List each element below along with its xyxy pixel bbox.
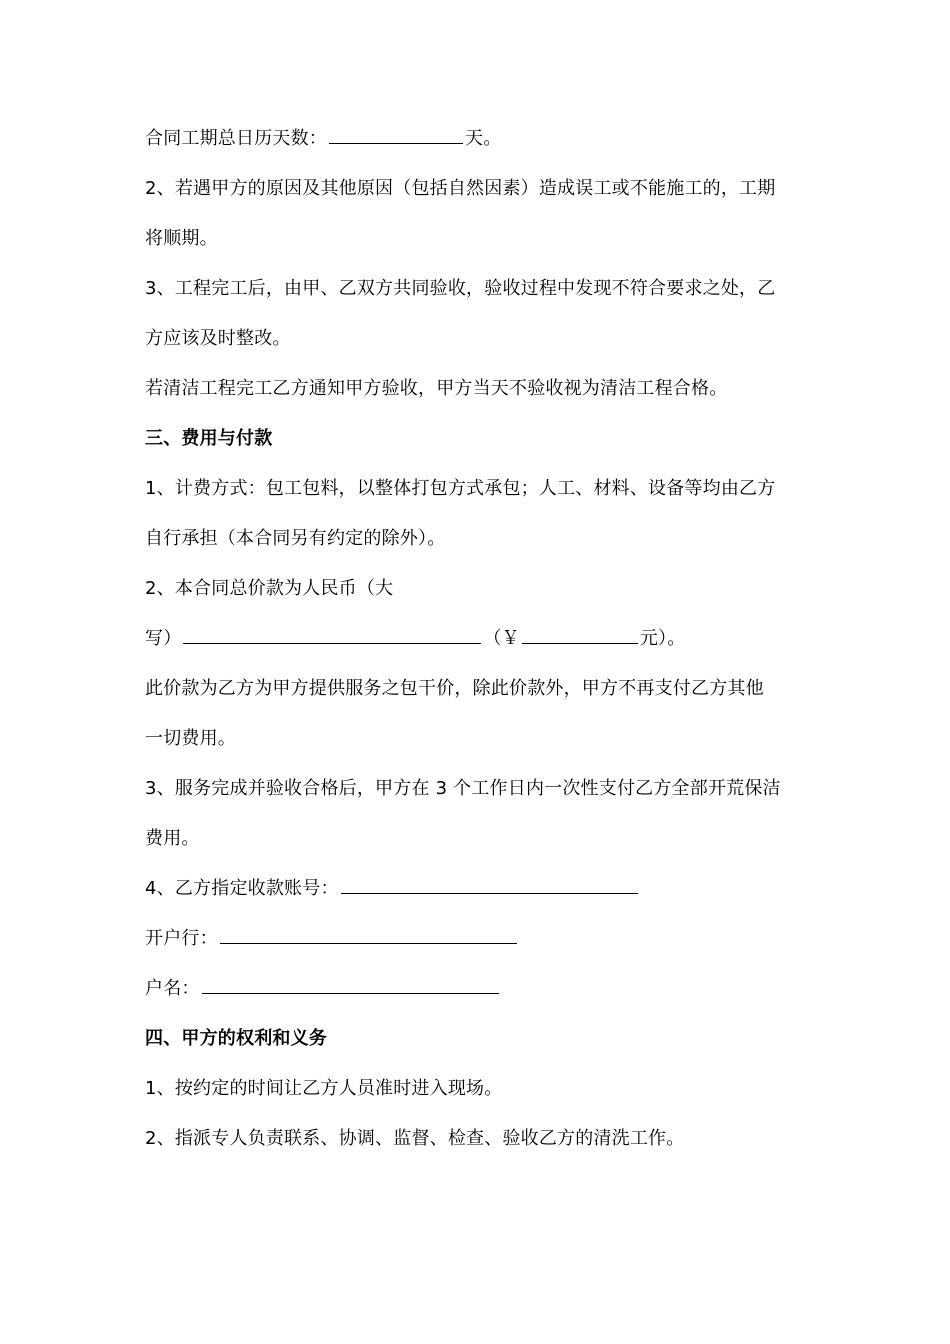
text-yuan-unit: 元）。 (639, 628, 686, 649)
blank-field-days (329, 129, 463, 144)
paragraph-acceptance-line2: 方应该及时整改。 (145, 328, 291, 349)
text-capital-label: 写） (145, 628, 182, 649)
text-account-label: 4、乙方指定收款账号： (145, 878, 339, 899)
text-account-name-label: 户名： (145, 978, 200, 999)
blank-field-account-number (341, 879, 638, 894)
paragraph-billing-line1: 1、计费方式：包工包料，以整体打包方式承包；人工、材料、设备等均由乙方 (145, 478, 776, 499)
paragraph-acceptance-line1: 3、工程完工后，由甲、乙双方共同验收，验收过程中发现不符合要求之处，乙 (145, 278, 776, 299)
paragraph-delay-line1: 2、若遇甲方的原因及其他原因（包括自然因素）造成误工或不能施工的，工期 (145, 178, 776, 199)
paragraph-duration (145, 114, 810, 164)
paragraph-payment-line1: 3、服务完成并验收合格后，甲方在 3 个工作日内一次性支付乙方全部开荒保洁 (145, 778, 781, 799)
blank-field-amount-capital (183, 629, 481, 644)
paragraph-party-a-duty1: 1、按约定的时间让乙方人员准时进入现场。 (145, 1078, 503, 1099)
text-duration-unit: 天。 (465, 128, 502, 149)
paragraph-lump-sum-line1: 此价款为乙方为甲方提供服务之包干价，除此价款外，甲方不再支付乙方其他 (145, 678, 764, 699)
paragraph-lump-sum-line2: 一切费用。 (145, 728, 236, 749)
paragraph-bank (145, 914, 810, 964)
paragraph-total-price-line2 (145, 614, 810, 664)
paragraph-total-price-line1: 2、本合同总价款为人民币（大 (145, 578, 394, 599)
blank-field-bank (220, 929, 517, 944)
paragraph-acceptance-note: 若清洁工程完工乙方通知甲方验收，甲方当天不验收视为清洁工程合格。 (145, 378, 728, 399)
section-heading-party-a: 四、甲方的权利和义务 (145, 1028, 327, 1049)
paragraph-party-a-duty2: 2、指派专人负责联系、协调、监督、检查、验收乙方的清洗工作。 (145, 1128, 685, 1149)
paragraph-delay-line2: 将顺期。 (145, 228, 218, 249)
text-yuan-symbol: （￥ (483, 628, 520, 649)
paragraph-account-number (145, 864, 810, 914)
paragraph-account-name (145, 964, 810, 1014)
paragraph-payment-line2: 费用。 (145, 828, 200, 849)
blank-field-account-name (202, 979, 499, 994)
text-bank-label: 开户行： (145, 928, 218, 949)
paragraph-billing-line2: 自行承担（本合同另有约定的除外）。 (145, 528, 446, 549)
section-heading-fees: 三、费用与付款 (145, 428, 273, 449)
blank-field-amount-numeric (522, 629, 638, 644)
document-page (145, 114, 810, 1164)
text-duration-label: 合同工期总日历天数： (145, 128, 327, 149)
